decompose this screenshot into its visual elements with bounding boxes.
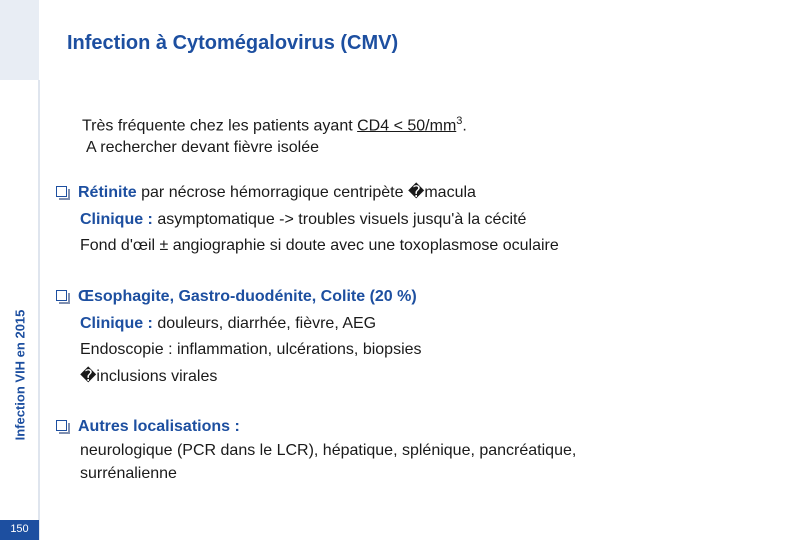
bullet-line: Endoscopie : inflammation, ulcérations, biopsies [80, 341, 422, 358]
slide-title: Infection à Cytomégalovirus (CMV) [67, 32, 399, 54]
checkbox-bullet-icon [56, 420, 67, 431]
bullet-retinite [56, 180, 559, 260]
intro-line-1: Très fréquente chez les patients ayant $CD4 < 50/mm^3$. [82, 115, 467, 135]
bullet-line: �inclusions virales [80, 367, 218, 385]
bullet-line: Clinique : douleurs, diarrhée, fièvre, AEG [80, 314, 377, 332]
checkbox-bullet-icon [56, 186, 67, 197]
bullet-digestive [56, 284, 422, 390]
sidebar-top-band [0, 0, 39, 80]
sidebar-divider [38, 80, 40, 540]
bullet-line: Clinique : asymptomatique -> troubles visuels jusqu'à la cécité [80, 210, 527, 228]
page-number-box [0, 520, 39, 540]
intro-line-2: A rechercher devant fièvre isolée [86, 139, 320, 157]
bullet-heading: Rétinite par nécrose hémorragique centripète �macula [56, 180, 559, 207]
bullet-line: surrénalienne [80, 465, 177, 482]
cd4-threshold: CD4 < 50/mm [357, 117, 457, 135]
bullet-heading: Autres localisations : [56, 415, 576, 439]
bullet-line: Fond d'œil ± angiographie si doute avec une toxoplasmose oculaire [80, 237, 559, 254]
vertical-label: Infection VIH en 2015 [12, 309, 28, 441]
checkbox-bullet-icon [56, 290, 67, 301]
intro-text [82, 110, 467, 159]
bullet-line: neurologique (PCR dans le LCR), hépatique, splénique, pancréatique, [80, 441, 577, 459]
bullet-other-sites [56, 415, 576, 486]
sidebar [0, 0, 39, 540]
page-number: 150 [10, 523, 29, 535]
bullet-heading: Œsophagite, Gastro-duodénite, Colite (20 %) [56, 284, 422, 311]
